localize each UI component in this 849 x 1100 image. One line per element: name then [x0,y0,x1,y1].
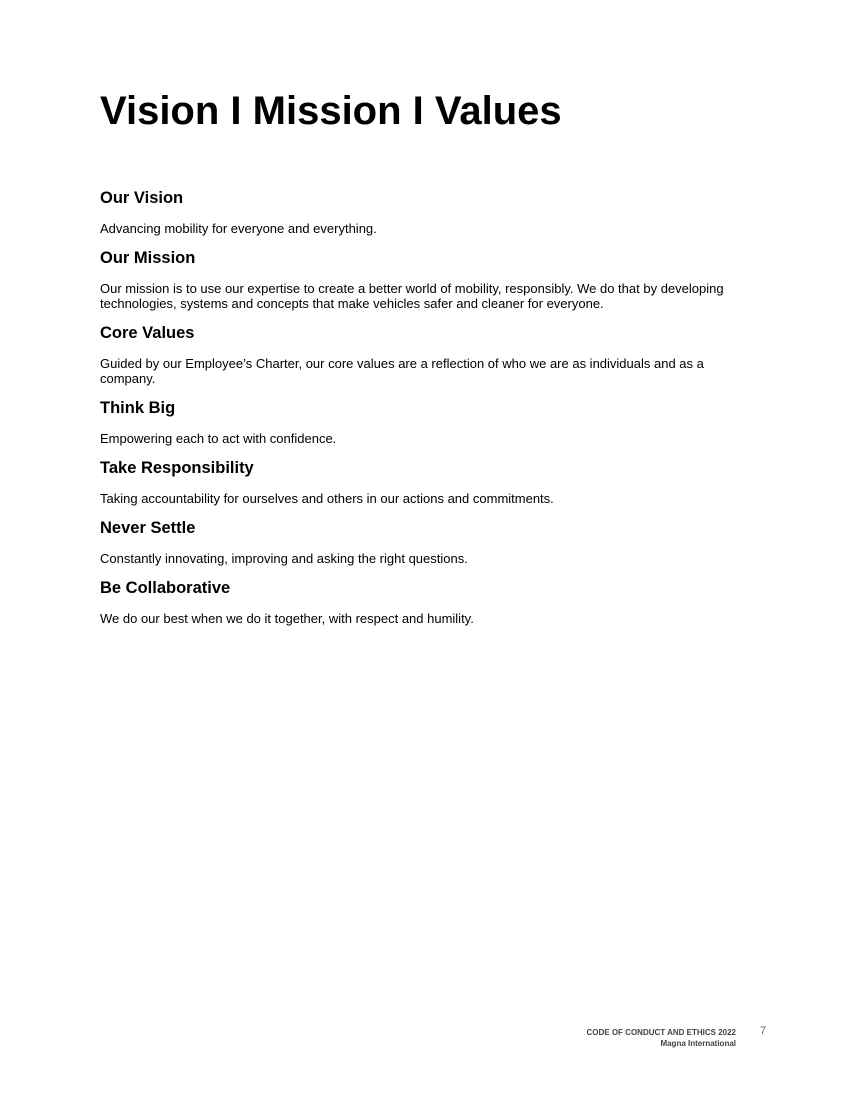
section-heading: Take Responsibility [100,459,254,477]
section-core-values [100,322,750,386]
section-our-mission [100,247,750,311]
section-our-vision [100,187,750,236]
section-heading: Never Settle [100,519,196,537]
section-body: Empowering each to act with confidence. [100,431,337,446]
section-never-settle [100,517,750,566]
page-number: 7 [760,1025,767,1037]
section-body: Advancing mobility for everyone and everything. [100,221,377,236]
section-take-responsibility [100,457,750,506]
section-body: Constantly innovating, improving and asking the right questions. [100,551,468,566]
content-area [100,187,750,637]
section-heading: Think Big [100,399,176,417]
section-body: We do our best when we do it together, with respect and humility. [100,611,474,626]
page-title: Vision I Mission I Values [100,89,562,133]
section-think-big [100,397,750,446]
footer-company-name: Magna International [660,1039,736,1048]
footer-document-title: CODE OF CONDUCT AND ETHICS 2022 [586,1028,736,1037]
section-be-collaborative [100,577,750,626]
page-footer [587,1027,737,1049]
section-body: Our mission is to use our expertise to create a better world of mobility, responsibly. We do that by developing technologies, systems and concepts that make vehicles safer and cleaner for everyone. [100,281,724,311]
section-heading: Be Collaborative [100,579,231,597]
section-body: Guided by our Employee’s Charter, our core values are a reflection of who we are as individuals and as a company. [100,356,704,386]
section-heading: Our Mission [100,249,196,267]
section-heading: Core Values [100,324,195,342]
section-body: Taking accountability for ourselves and others in our actions and commitments. [100,491,554,506]
section-heading: Our Vision [100,189,184,207]
